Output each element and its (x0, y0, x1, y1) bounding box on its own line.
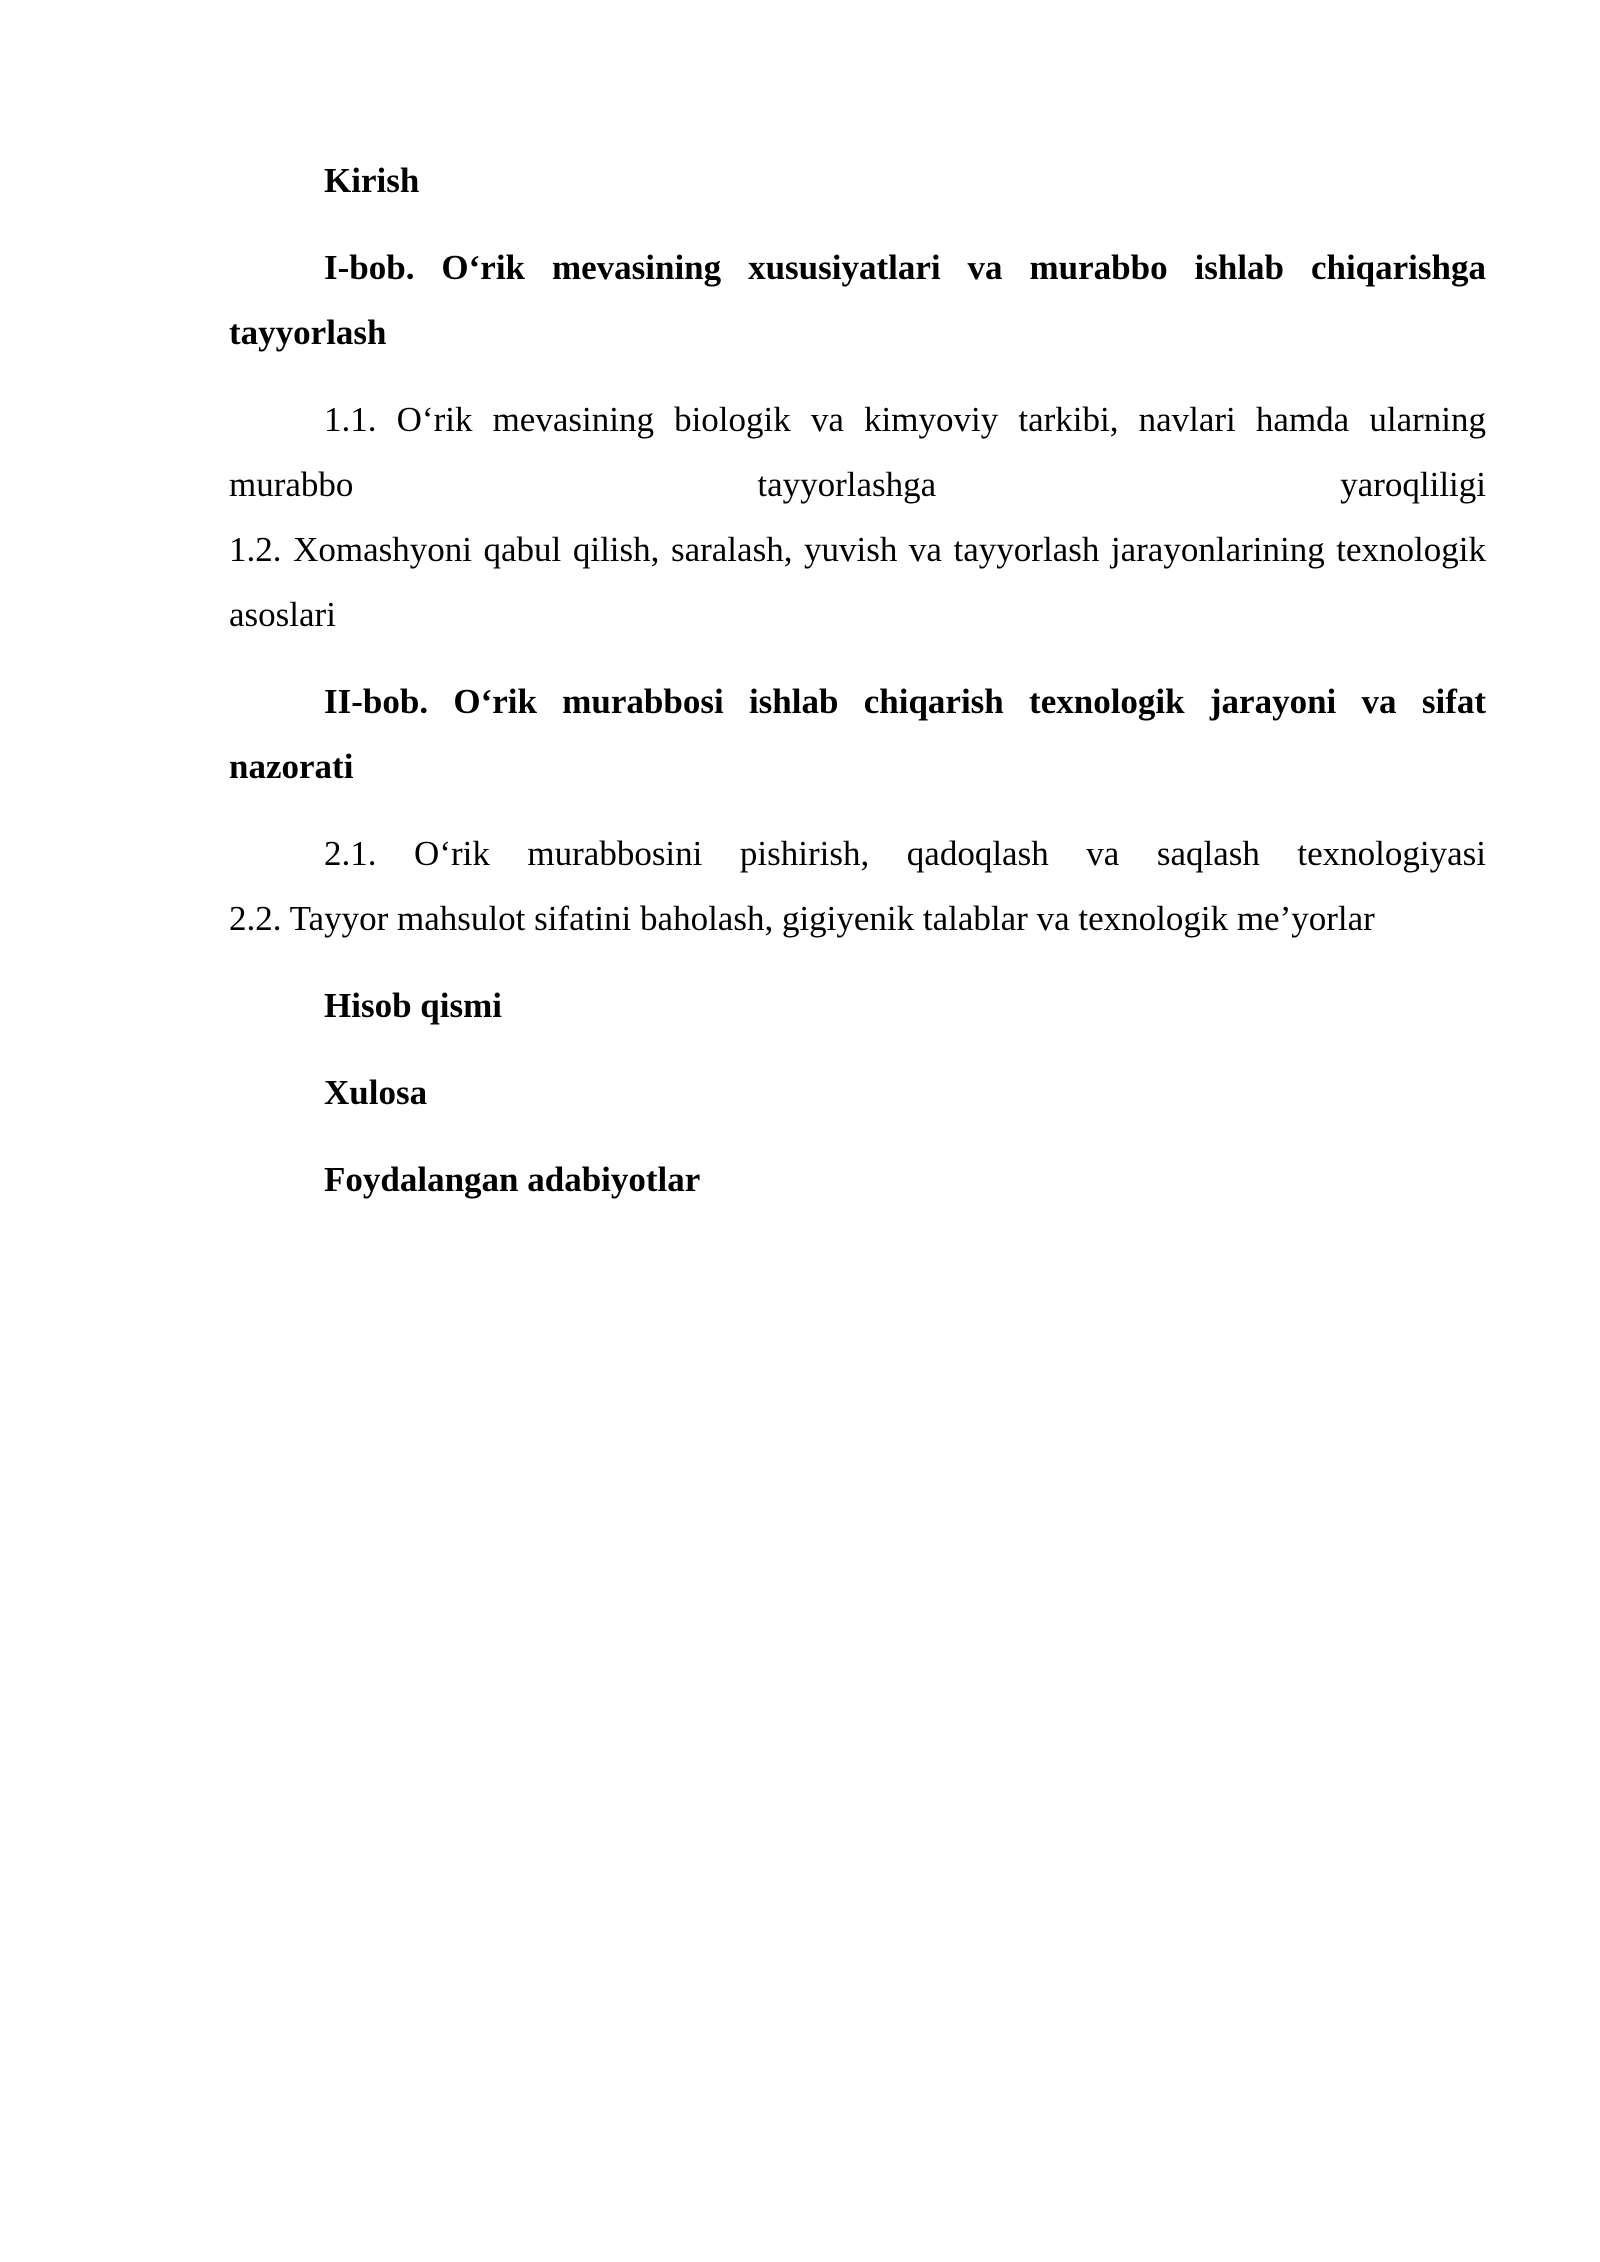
toc-intro: Kirish (324, 161, 420, 200)
toc-conclusion: Xulosa (324, 1073, 428, 1112)
toc-references: Foydalangan adabiyotlar (324, 1160, 701, 1199)
toc-chapter-1-title: I-bob. O‘rik mevasining xususiyatlari va murabbo ishlab chiqarishga tayyorlash (229, 248, 1486, 352)
toc-section-2-2: 2.2. Tayyor mahsulot sifatini baholash, gigiyenik talablar va texnologik me’yorlar (229, 899, 1375, 938)
toc-chapter-2-sections (229, 821, 1486, 951)
toc-section-1-1: 1.1. O‘rik mevasining biologik va kimyoviy tarkibi, navlari hamda ularning murabbo tayyorlashga yaroqliligi (229, 400, 1486, 504)
toc-calculation: Hisob qismi (324, 986, 502, 1025)
toc-chapter-2-title: II-bob. O‘rik murabbosi ishlab chiqarish texnologik jarayoni va sifat nazorati (229, 682, 1486, 786)
toc-section-2-1: 2.1. O‘rik murabbosini pishirish, qadoqlash va saqlash texnologiyasi (324, 834, 1486, 873)
toc-section-1-2: 1.2. Xomashyoni qabul qilish, saralash, yuvish va tayyorlash jarayonlarining texnologik asoslari (229, 530, 1486, 634)
toc-chapter-1-sections (229, 387, 1486, 647)
table-of-contents (229, 148, 1486, 1234)
